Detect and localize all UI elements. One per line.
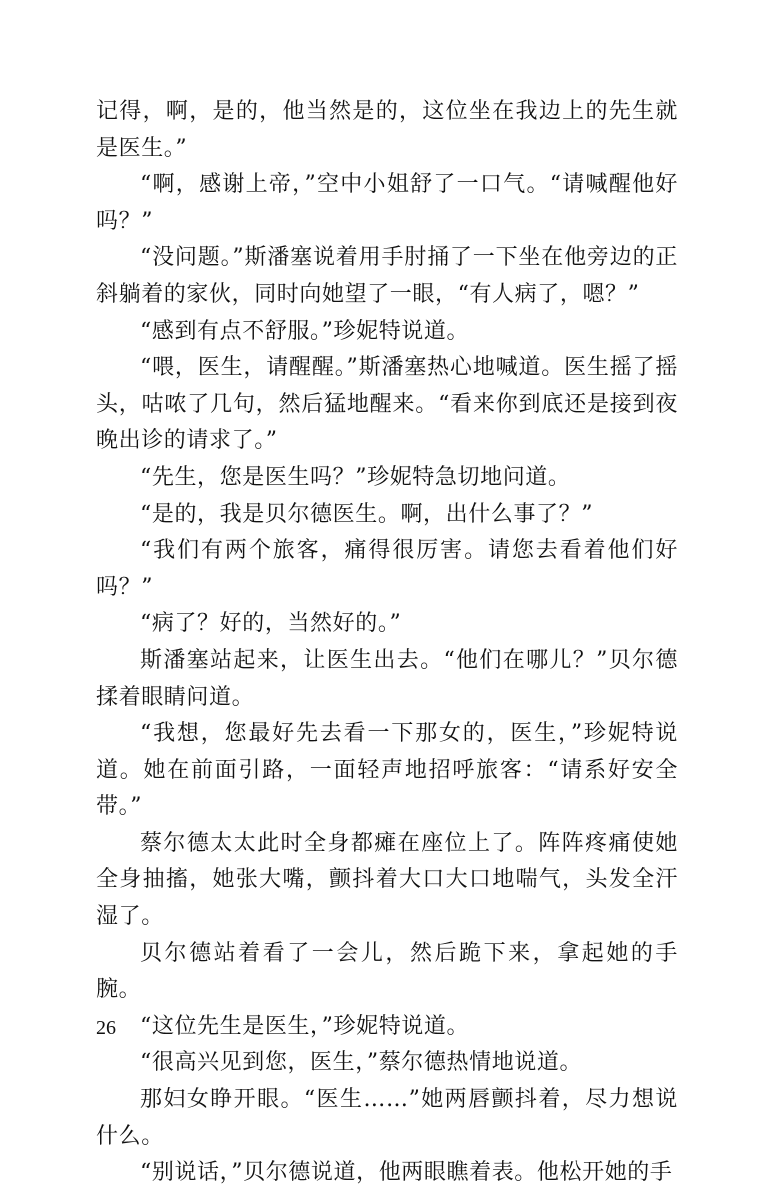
paragraph: 贝尔德站着看了一会儿，然后跪下来，拿起她的手腕。 [96, 940, 678, 1003]
page-body [96, 94, 678, 1192]
paragraph: “感到有点不舒服。”珍妮特说道。 [140, 318, 470, 344]
paragraph: 斯潘塞站起来，让医生出去。“他们在哪儿？”贝尔德揉着眼睛问道。 [96, 647, 678, 710]
paragraph: “这位先生是医生，”珍妮特说道。 [140, 1013, 470, 1039]
paragraph: “是的，我是贝尔德医生。啊，出什么事了？” [140, 501, 594, 527]
paragraph: “喂，医生，请醒醒。”斯潘塞热心地喊道。医生摇了摇头，咕哝了几句，然后猛地醒来。“看来你到底还是接到夜晚出诊的请求了。” [96, 355, 678, 454]
paragraph: “先生，您是医生吗？”珍妮特急切地问道。 [140, 464, 571, 490]
paragraph: “没问题。”斯潘塞说着用手肘捅了一下坐在他旁边的正斜躺着的家伙，同时向她望了一眼，“有人病了，嗯？” [96, 245, 678, 307]
paragraph: 那妇女睁开眼。“医生……”她两唇颤抖着，尽力想说什么。 [96, 1087, 678, 1149]
paragraph: 蔡尔德太太此时全身都瘫在座位上了。阵阵疼痛使她全身抽搐，她张大嘴，颤抖着大口大口地喘气，头发全汗湿了。 [96, 830, 678, 930]
paragraph: “我们有两个旅客，痛得很厉害。请您去看着他们好吗？” [96, 538, 678, 600]
paragraph: “别说话，”贝尔德说道，他两眼瞧着表。他松开她的手 [140, 1160, 673, 1186]
paragraph: “很高兴见到您，医生，”蔡尔德热情地说道。 [140, 1050, 583, 1076]
paragraph: “啊，感谢上帝，”空中小姐舒了一口气。“请喊醒他好吗？” [96, 172, 678, 234]
paragraph: “病了？好的，当然好的。” [140, 611, 402, 637]
paragraph: 记得，啊，是的，他当然是的，这位坐在我边上的先生就是医生。” [96, 99, 678, 161]
page-number: 26 [96, 1017, 116, 1039]
paragraph: “我想，您最好先去看一下那女的，医生，”珍妮特说道。她在前面引路，一面轻声地招呼旅客：“请系好安全带。” [96, 721, 678, 820]
